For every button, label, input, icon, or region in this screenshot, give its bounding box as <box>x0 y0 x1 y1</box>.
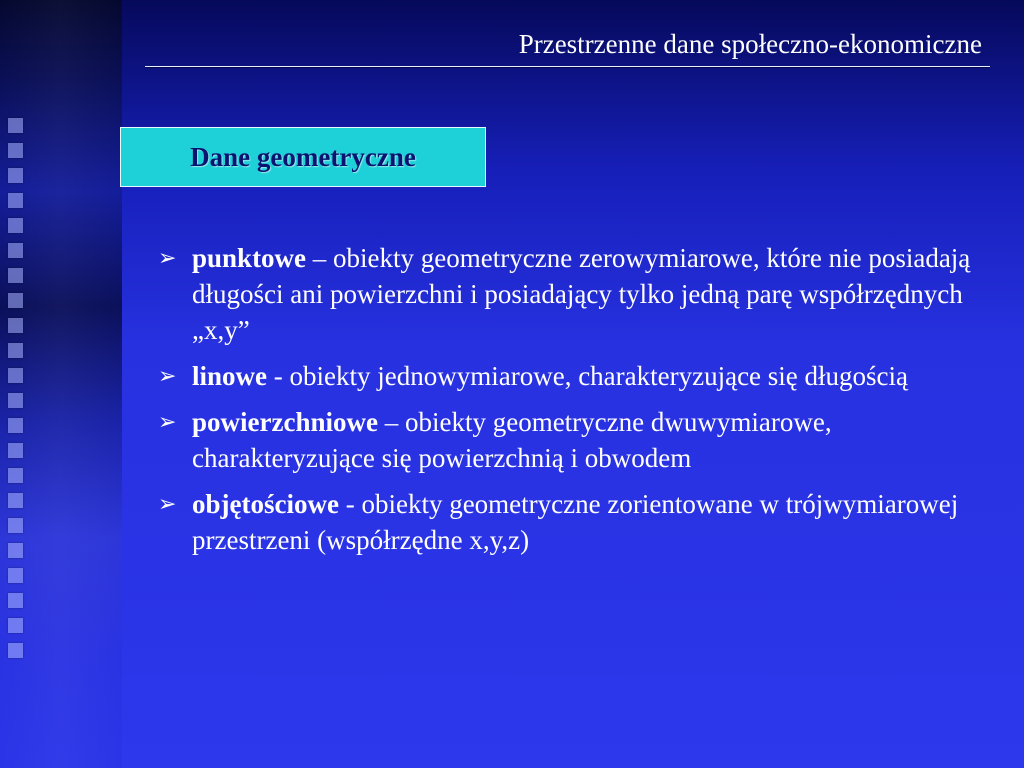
square-icon <box>8 293 23 308</box>
square-icon <box>8 393 23 408</box>
square-icon <box>8 343 23 358</box>
arrowhead-bullet-icon: ➢ <box>158 491 177 516</box>
square-icon <box>8 618 23 633</box>
header-divider <box>145 66 990 67</box>
square-icon <box>8 568 23 583</box>
arrowhead-bullet-icon: ➢ <box>158 245 177 270</box>
bullet-term: objętościowe <box>192 489 339 519</box>
square-icon <box>8 118 23 133</box>
list-item <box>158 358 1003 394</box>
square-icon <box>8 193 23 208</box>
square-icon <box>8 168 23 183</box>
list-item <box>158 486 1003 558</box>
decorative-squares <box>8 118 26 668</box>
square-icon <box>8 643 23 658</box>
section-title-box <box>120 127 486 187</box>
square-icon <box>8 593 23 608</box>
square-icon <box>8 368 23 383</box>
square-icon <box>8 468 23 483</box>
square-icon <box>8 218 23 233</box>
square-icon <box>8 243 23 258</box>
bullet-list <box>158 240 1003 568</box>
left-decorative-band <box>0 0 122 768</box>
square-icon <box>8 443 23 458</box>
list-item <box>158 240 1003 348</box>
section-title: Dane geometryczne <box>190 141 416 172</box>
square-icon <box>8 268 23 283</box>
square-icon <box>8 518 23 533</box>
bullet-term: linowe <box>192 361 268 391</box>
square-icon <box>8 318 23 333</box>
square-icon <box>8 493 23 508</box>
bullet-text: - obiekty geometryczne zorientowane w trójwymiarowej przestrzeni (współrzędne x,y,z) <box>192 489 959 555</box>
bullet-term: punktowe <box>192 243 307 273</box>
list-item <box>158 404 1003 476</box>
arrowhead-bullet-icon: ➢ <box>158 363 177 388</box>
header-title: Przestrzenne dane społeczno-ekonomiczne <box>518 29 982 59</box>
square-icon <box>8 543 23 558</box>
bullet-text: – obiekty geometryczne dwuwymiarowe, charakteryzujące się powierzchnią i obwodem <box>192 407 832 473</box>
square-icon <box>8 143 23 158</box>
bullet-text: - obiekty jednowymiarowe, charakteryzujące się długością <box>267 361 909 391</box>
arrowhead-bullet-icon: ➢ <box>158 409 177 434</box>
square-icon <box>8 418 23 433</box>
bullet-term: powierzchniowe <box>192 407 378 437</box>
bullet-text: – obiekty geometryczne zerowymiarowe, które nie posiadają długości ani powierzchni i posiadający tylko jedną parę współrzędnych „x,y” <box>192 243 971 345</box>
